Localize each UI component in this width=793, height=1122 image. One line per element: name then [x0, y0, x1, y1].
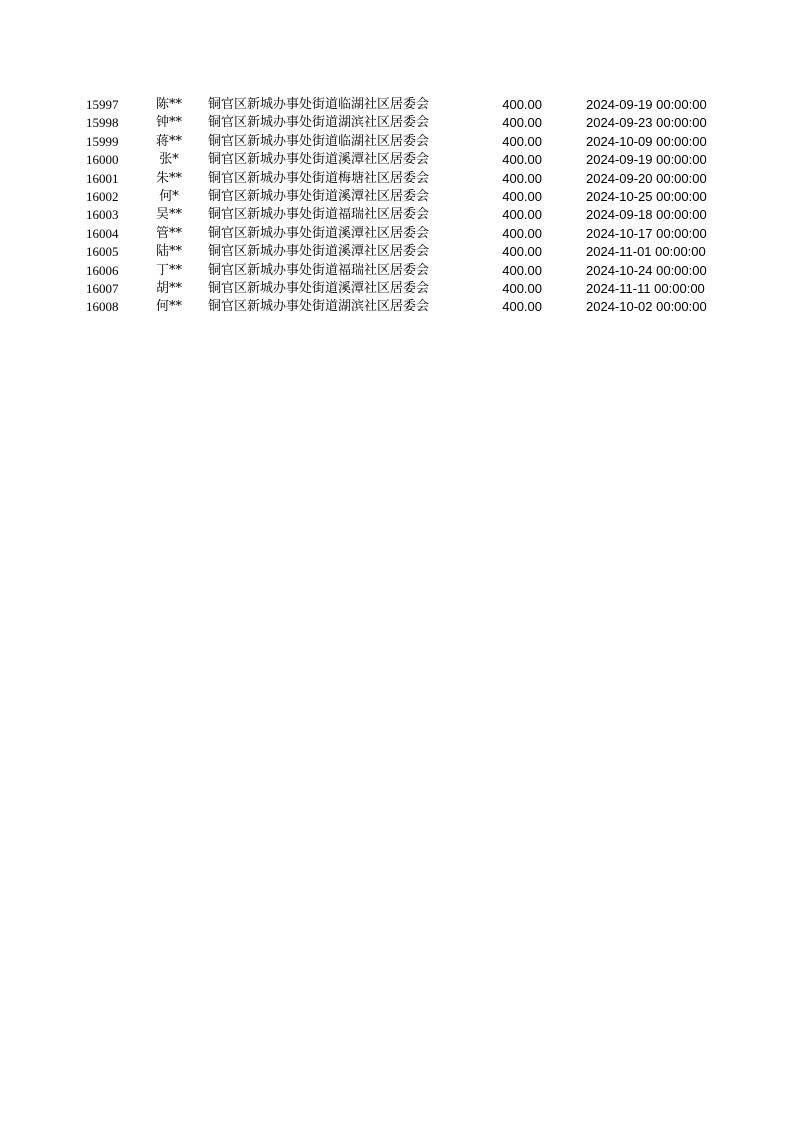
- date-time: 2024-09-18 00:00:00: [586, 207, 707, 223]
- community-name: 铜官区新城办事处街道福瑞社区居委会: [208, 207, 430, 223]
- record-id: 15999: [86, 133, 119, 149]
- person-name: 张*: [159, 152, 179, 168]
- community-name: 铜官区新城办事处街道溪潭社区居委会: [208, 280, 430, 296]
- amount: 400.00: [502, 97, 542, 112]
- table-row: [0, 206, 793, 224]
- table-row: [0, 96, 793, 114]
- date-time: 2024-11-01 00:00:00: [586, 244, 706, 260]
- date-time: 2024-09-23 00:00:00: [586, 115, 707, 131]
- community-name: 铜官区新城办事处街道福瑞社区居委会: [208, 262, 430, 278]
- community-name: 铜官区新城办事处街道湖滨社区居委会: [208, 115, 430, 131]
- community-name: 铜官区新城办事处街道溪潭社区居委会: [208, 188, 430, 204]
- table-row: [0, 280, 793, 298]
- table-row: [0, 225, 793, 243]
- amount: 400.00: [502, 299, 542, 315]
- record-id: 16005: [86, 244, 119, 260]
- community-name: 铜官区新城办事处街道湖滨社区居委会: [208, 299, 430, 315]
- record-id: 16003: [86, 207, 119, 223]
- amount: 400.00: [502, 207, 542, 223]
- date-time: 2024-10-17 00:00:00: [586, 225, 707, 241]
- record-id: 16006: [86, 262, 119, 278]
- record-id: 16007: [86, 280, 119, 296]
- table-row: [0, 114, 793, 132]
- date-time: 2024-09-19 00:00:00: [586, 97, 707, 112]
- community-name: 铜官区新城办事处街道临湖社区居委会: [208, 97, 430, 112]
- amount: 400.00: [502, 280, 542, 296]
- amount: 400.00: [502, 188, 542, 204]
- table-row: [0, 262, 793, 280]
- person-name: 何**: [155, 299, 182, 315]
- record-id: 16000: [86, 152, 119, 168]
- person-name: 吴**: [155, 207, 182, 223]
- person-name: 陆**: [155, 244, 182, 260]
- amount: 400.00: [502, 262, 542, 278]
- record-id: 16002: [86, 188, 119, 204]
- table-row: [0, 133, 793, 151]
- date-time: 2024-10-24 00:00:00: [586, 262, 707, 278]
- community-name: 铜官区新城办事处街道溪潭社区居委会: [208, 225, 430, 241]
- record-id: 16008: [86, 299, 119, 315]
- date-time: 2024-10-02 00:00:00: [586, 299, 707, 315]
- table-row: [0, 170, 793, 188]
- person-name: 丁**: [155, 262, 182, 278]
- date-time: 2024-09-19 00:00:00: [586, 152, 707, 168]
- amount: 400.00: [502, 133, 542, 149]
- person-name: 何*: [159, 188, 179, 204]
- date-time: 2024-10-25 00:00:00: [586, 188, 707, 204]
- amount: 400.00: [502, 115, 542, 131]
- record-id: 16001: [86, 170, 119, 186]
- amount: 400.00: [502, 244, 542, 260]
- amount: 400.00: [502, 170, 542, 186]
- person-name: 管**: [155, 225, 182, 241]
- record-id: 15998: [86, 115, 119, 131]
- table-row: [0, 298, 793, 316]
- person-name: 朱**: [155, 170, 182, 186]
- data-table: [0, 96, 793, 317]
- person-name: 钟**: [155, 115, 182, 131]
- community-name: 铜官区新城办事处街道溪潭社区居委会: [208, 152, 430, 168]
- table-row: [0, 243, 793, 261]
- date-time: 2024-10-09 00:00:00: [586, 133, 707, 149]
- community-name: 铜官区新城办事处街道梅塘社区居委会: [208, 170, 430, 186]
- amount: 400.00: [502, 225, 542, 241]
- table-row: [0, 188, 793, 206]
- community-name: 铜官区新城办事处街道溪潭社区居委会: [208, 244, 430, 260]
- record-id: 16004: [86, 225, 119, 241]
- table-row: [0, 151, 793, 169]
- person-name: 胡**: [155, 280, 182, 296]
- record-id: 15997: [86, 97, 119, 112]
- community-name: 铜官区新城办事处街道临湖社区居委会: [208, 133, 430, 149]
- amount: 400.00: [502, 152, 542, 168]
- date-time: 2024-11-11 00:00:00: [586, 280, 705, 296]
- person-name: 蒋**: [155, 133, 182, 149]
- person-name: 陈**: [155, 97, 182, 112]
- date-time: 2024-09-20 00:00:00: [586, 170, 707, 186]
